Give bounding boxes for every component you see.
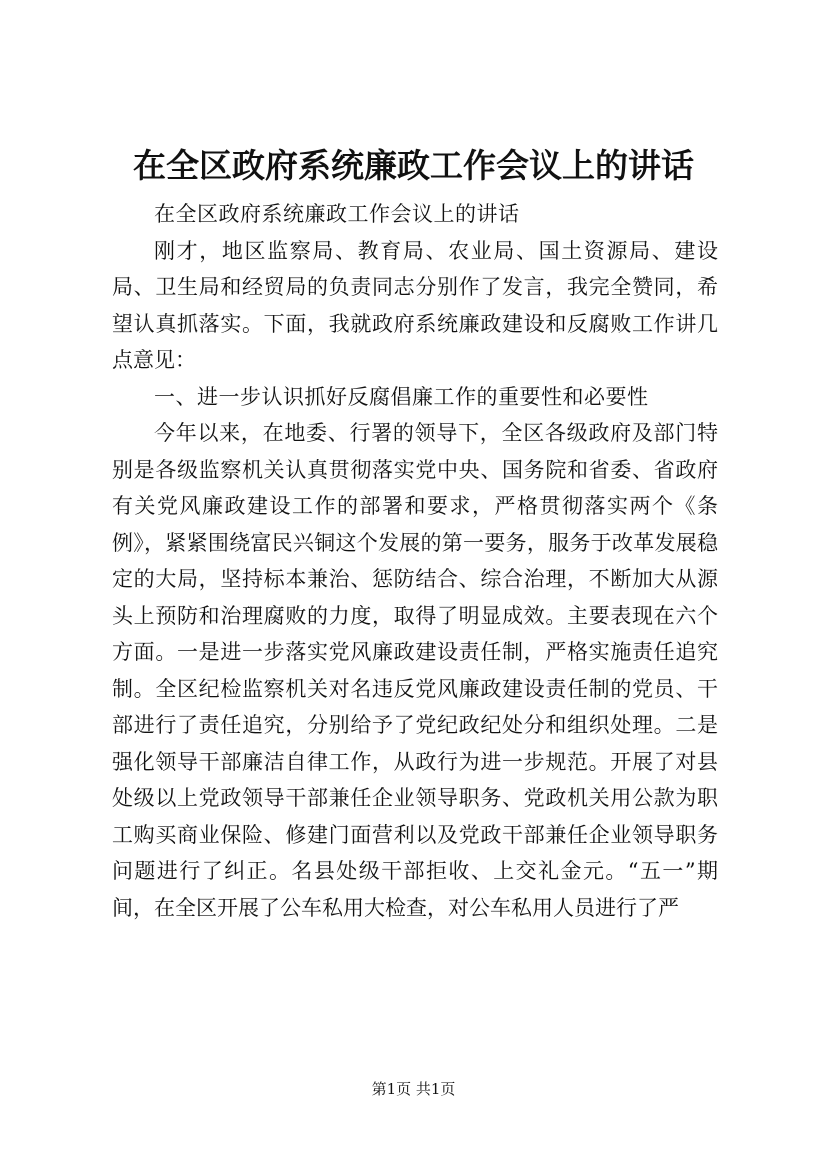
- intro-paragraph: 刚才，地区监察局、教育局、农业局、国土资源局、建设局、卫生局和经贸局的负责同志分别作了发言，我完全赞同，希望认真抓落实。下面，我就政府系统廉政建设和反腐败工作讲几点意见：: [112, 238, 718, 372]
- body-paragraph: 今年以来，在地委、行署的领导下，全区各级政府及部门特别是各级监察机关认真贯彻落实党中央、国务院和省委、省政府有关党风廉政建设工作的部署和要求，严格贯彻落实两个《条例》，紧紧围绕富民兴铜这个发展的第一要务，服务于改革发展稳定的大局，坚持标本兼治、惩防结合、综合治理，不断加大从源头上预防和治理腐败的力度，取得了明显成效。主要表现在六个方面。一是进一步落实党风廉政建设责任制，严格实施责任追究制。全区纪检监察机关对名违反党风廉政建设责任制的党员、干部进行了责任追究，分别给予了党纪政纪处分和组织处理。二是强化领导干部廉洁自律工作，从政行为进一步规范。开展了对县处级以上党政领导干部兼任企业领导职务、党政机关用公款为职工购买商业保险、修建门面营利以及党政干部兼任企业领导职务问题进行了纠正。名县处级干部拒收、上交礼金元。“五一”期间，在全区开展了公车私用大检查，对公车私用人员进行了严: [112, 421, 718, 920]
- page-number-footer: 第1页 共1页: [371, 1080, 456, 1098]
- document-body: [112, 196, 718, 926]
- subtitle-paragraph: 在全区政府系统廉政工作会议上的讲话: [154, 202, 520, 226]
- document-title: 在全区政府系统廉政工作会议上的讲话: [133, 146, 694, 185]
- section-heading: 一、进一步认识抓好反腐倡廉工作的重要性和必要性: [154, 384, 649, 409]
